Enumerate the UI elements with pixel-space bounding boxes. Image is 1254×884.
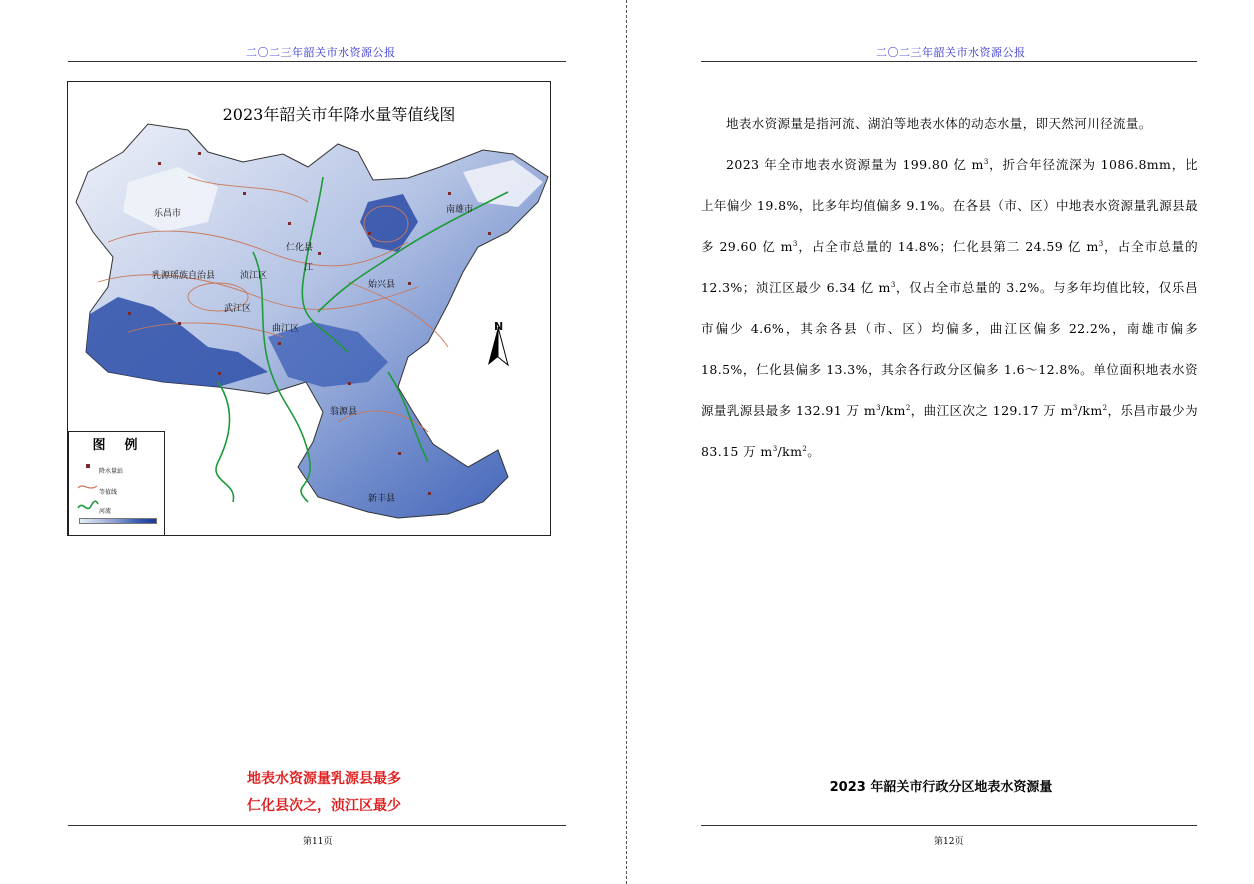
legend-color-scale bbox=[79, 518, 157, 524]
header-title: 二〇二三年韶关市水资源公报 bbox=[246, 46, 396, 59]
north-label: N bbox=[494, 320, 504, 333]
caption-red-line2: 仁化县次之，浈江区最少 bbox=[247, 798, 401, 814]
legend-symbols bbox=[77, 462, 99, 518]
caption-red-line1: 地表水资源量乳源县最多 bbox=[247, 771, 401, 787]
rainfall-isoline-map bbox=[67, 81, 551, 536]
region-lechang: 乐昌市 bbox=[154, 209, 182, 219]
footer-rule bbox=[68, 825, 566, 826]
header-rule-right bbox=[701, 61, 1197, 62]
page-number: 第11页 bbox=[303, 837, 333, 847]
paragraph-definition: 地表水资源量是指河流、湖泊等地表水体的动态水量，即天然河川径流量。 bbox=[726, 116, 1152, 131]
region-xinfeng: 新丰县 bbox=[368, 494, 396, 504]
body-text bbox=[701, 103, 1198, 472]
region-wujiang: 武江区 bbox=[224, 304, 252, 314]
isoline-icon bbox=[78, 486, 97, 488]
page-number-right: 第12页 bbox=[934, 837, 964, 847]
region-shixing: 始兴县 bbox=[368, 280, 396, 290]
region-zhenjiang: 浈江区 bbox=[240, 271, 268, 281]
region-qujiang: 曲江区 bbox=[272, 324, 300, 334]
header-title-right: 二〇二三年韶关市水资源公报 bbox=[876, 46, 1026, 59]
table-caption: 2023 年韶关市行政分区地表水资源量 bbox=[829, 780, 1053, 795]
map-legend bbox=[68, 431, 165, 536]
region-nanxiong: 南雄市 bbox=[446, 205, 474, 215]
header-rule bbox=[68, 61, 566, 62]
legend-isoline-label: 等值线 bbox=[99, 489, 118, 496]
footer-rule-right bbox=[701, 825, 1197, 826]
region-wengyuan: 翁源县 bbox=[330, 407, 358, 417]
paragraph-statistics: 2023 年全市地表水资源量为 199.80 亿 $m^3$，折合年径流深为 1086.8mm，比上年偏少 19.8%，比多年均值偏多 9.1%。在各县（市、区）中地表水资源量乳源县最多 29.60 亿 $m^3$，占全市总量的 14.8%；仁化县第二 24.59 亿 $m^3$，占全市总量的 12.3%；浈江区最少 6.34 亿 $m^3$，仅占全市总量的 3.2%。与多年均值比较，仅乐昌市偏少 4.6%，其余各县（市、区）均偏多，曲江区偏多 22.2%，南雄市偏多 18.5%，仁化县偏多 13.3%，其余各行政分区偏多 1.6～12.8%。单位面积地表水资源量乳源县最多 132.91 万 $m^3/km^2$，曲江区次之 129.17 万 $m^3/km^2$，乐昌市最少为 83.15 万 $m^3/km^2$。 bbox=[701, 157, 1198, 459]
right-page bbox=[628, 0, 1254, 884]
legend-station-label: 降水量站 bbox=[99, 468, 124, 475]
legend-river-label: 河流 bbox=[99, 508, 112, 515]
region-ruyuan: 乳源瑶族自治县 bbox=[152, 271, 216, 281]
region-renhua: 仁化县 bbox=[286, 243, 314, 253]
region-river-jiang: 江 bbox=[304, 263, 314, 273]
station-icon bbox=[86, 464, 90, 468]
river-icon bbox=[78, 501, 98, 508]
map-title: 2023年韶关市年降水量等值线图 bbox=[222, 105, 456, 124]
legend-title: 图 例 bbox=[92, 438, 141, 453]
